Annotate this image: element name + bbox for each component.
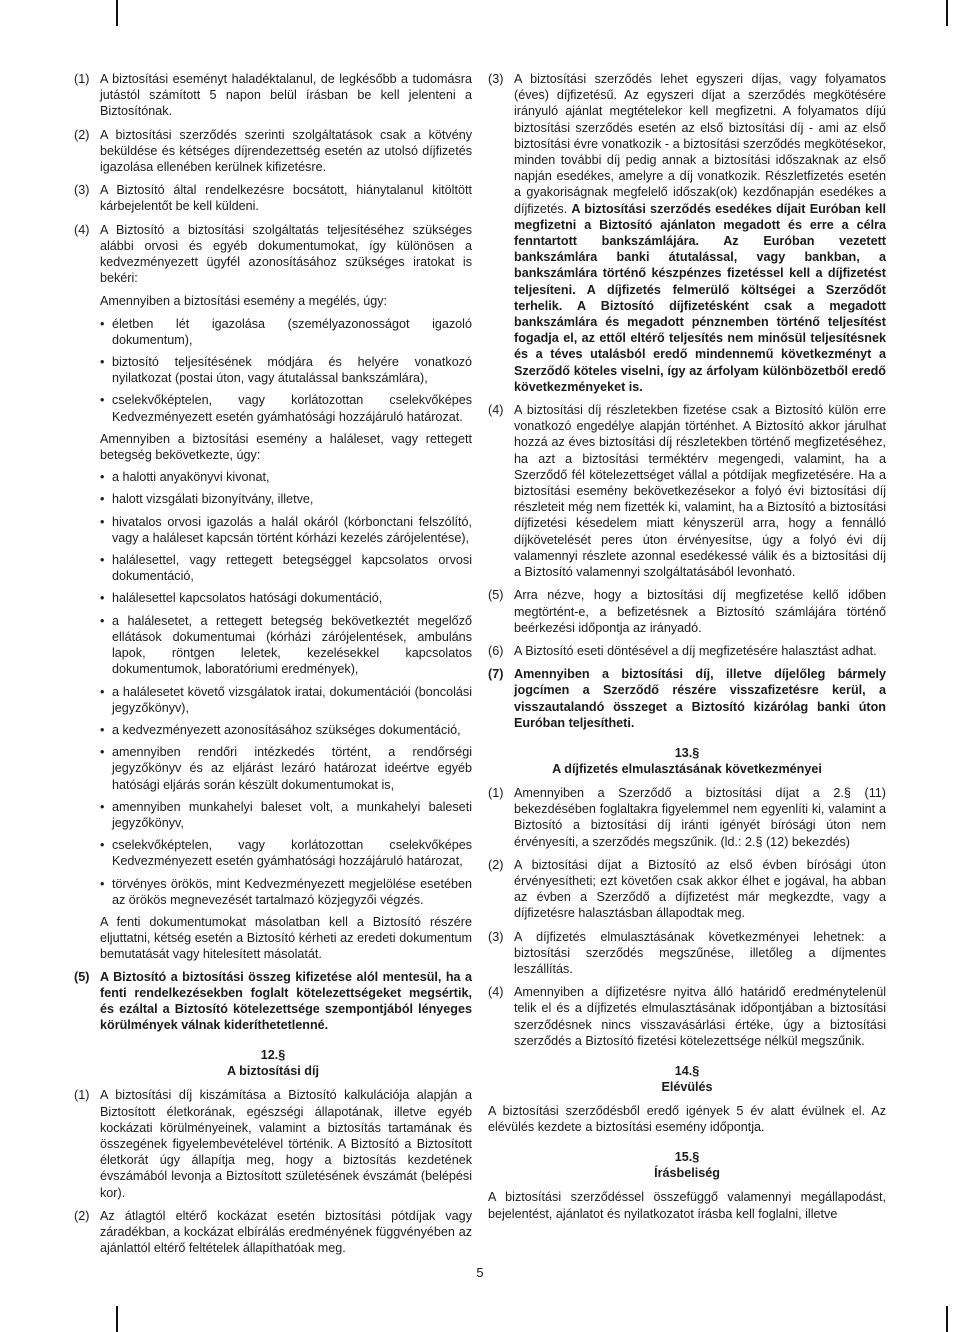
crop-mark-top-left <box>116 0 118 26</box>
right-paragraph-3 <box>488 71 886 395</box>
crop-mark-top-right <box>946 0 948 26</box>
crop-mark-bottom-left <box>116 1306 118 1332</box>
death-document-list <box>100 469 472 908</box>
left-paragraph-3 <box>74 182 472 214</box>
left-paragraph-2 <box>74 127 472 176</box>
section-title: A biztosítási díj <box>227 1064 319 1079</box>
paragraph-number: (6) <box>488 643 504 658</box>
paragraph-text: A biztosítási díjat a Biztosító az első évben bírósági úton érvényesítheti; ezt követően csak akkor élhet e jogával, ha abban az évben a Szerződő a díjfizetést már megkezdte, vagy a díjfizetésre halasztásban állapodtak meg. <box>514 857 886 921</box>
paragraph-number: (2) <box>74 1208 90 1223</box>
paragraph-number: (5) <box>74 969 90 984</box>
paragraph-text: A Biztosító által rendelkezésre bocsátott, hiánytalanul kitöltött kárbejelentőt be kell küldeni. <box>100 183 472 214</box>
section-title: Elévülés <box>661 1079 713 1094</box>
left-paragraph-5 <box>74 969 472 1034</box>
section-title: A díjfizetés elmulasztásának következményei <box>552 761 822 776</box>
list-item: • a kedvezményezett azonosításához szükséges dokumentáció, <box>100 722 472 738</box>
section-number: 12.§ <box>260 1048 286 1063</box>
list-item: • halálesettel kapcsolatos hatósági dokumentáció, <box>100 590 472 606</box>
section-number: 14.§ <box>674 1063 700 1078</box>
paragraph-text: Arra nézve, hogy a biztosítási díj megfizetése kellő időben megtörtént-e, a befizetésnek a Biztosító számlájára történő beérkezési időpontja az irányadó. <box>514 588 886 635</box>
s13-paragraph-4 <box>488 984 886 1049</box>
paragraph-text: A Biztosító a biztosítási összeg kifizetése alól mentesül, ha a fenti rendelkezésekben foglalt kötelezettségeket megsértik, és ezáltal a Biztosító kötelezettsége szempontjából lényeges körülmények válnak kideríthetetlenné. <box>100 969 472 1033</box>
list-item: • a halálesetet, a rettegett betegség bekövetkeztét megelőző ellátások dokumentumai (kórházi zárójelentések, ambuláns lapok, röntgen leletek, kezelésekkel kapcsolatos dokumentumok, laboratóriumi eredmények), <box>100 613 472 678</box>
section-14-heading <box>488 1063 886 1095</box>
list-item: • törvényes örökös, mint Kedvezményezett megjelölése esetében az örökös megnevezését tartalmazó közjegyzői végzés. <box>100 876 472 908</box>
list-item: • biztosító teljesítésének módjára és helyére vonatkozó nyilatkozat (postai úton, vagy átutalással bankszámlára), <box>100 354 472 386</box>
left-column <box>74 71 472 1263</box>
copies-note: A fenti dokumentumokat másolatban kell a Biztosító részére eljuttatni, kétség esetén a Biztosító kérheti az eredeti dokumentum bemutatását vagy hitelesített másolatát. <box>100 914 472 962</box>
paragraph-text: Amennyiben a díjfizetésre nyitva álló határidő eredménytelenül telik el és a díjfizetés elmulasztásának időpontjában a biztosítási szerződésnek nincs visszavásárlási értéke, úgy a biztosítási szerződés a Biztosító fizetési kötelezettsége nélkül megszűnik. <box>514 985 886 1048</box>
s13-paragraph-1 <box>488 785 886 850</box>
section-number: 15.§ <box>674 1150 700 1165</box>
list-item: • életben lét igazolása (személyazonosságot igazoló dokumentum), <box>100 316 472 348</box>
section-13-heading <box>488 745 886 777</box>
paragraph-text: A biztosítási szerződés lehet egyszeri díjas, vagy folyamatos (éves) díjfizetésű. Az egyszeri díjat a szerződés megkötésére irányuló ajánlat megtételekor kell megfizetni. A folyamatos díjú biztosítási szerződés esetén az első biztosítási díj - ami az első biztosítási évre vonatkozik - a biztosítási szerződés megkötésekor, minden további díj pedig annak a biztosítási időszaknak az első napján esedékes, amelyre a díj vonatkozik. Részletfizetés esetén a gyakoriságnak megfelelő időszak(ok) kezdőnapján esedékes a díjfizetés. <box>514 72 886 216</box>
paragraph-text: A Biztosító a biztosítási szolgáltatás teljesítéséhez szükséges alábbi orvosi és egyéb dokumentumokat, így különösen a kedvezményezett ügyfél azonosításához szükséges iratokat is bekéri: <box>100 222 472 286</box>
right-paragraph-4 <box>488 402 886 580</box>
paragraph-text: A biztosítási eseményt haladéktalanul, de legkésőbb a tudomásra jutástól számított 5 napon belül írásban be kell jelenteni a Biztosítónak. <box>100 72 472 119</box>
list-item: • halott vizsgálati bizonyítvány, illetve, <box>100 491 472 507</box>
s15-text: A biztosítási szerződéssel összefüggő valamennyi megállapodást, bejelentést, ajánlatot és nyilatkozatot írásba kell foglalni, illetve <box>488 1190 886 1221</box>
paragraph-text: A biztosítási díj részletekben fizetése csak a Biztosító külön erre vonatkozó engedélye alapján történhet. A Biztosító akkor járulhat hozzá az éves biztosítási díj részletekben történő megfizetéséhez, ha azt a biztosítási terméktérv megengedi, valamint, ha a Szerződő fél kötelezettséget vállal a pótdíjak megfizetésére. Ha a biztosítási esemény bekövetkezésekor a folyó évi biztosítási díj részleteit még nem fizették ki, valamint, ha a Biztosító a biztosítási díjfizetési késedelem miatt kényszerül arra, hogy a fennálló díjkövetelését peres úton érvényesítse, úgy a folyó évi díj valamennyi részlete azonnal esedékessé válik és a biztosítási díj a Biztosító valamennyi szolgáltatásából levonható. <box>514 403 886 580</box>
section-number: 13.§ <box>674 745 700 760</box>
paragraph-text: A biztosítási szerződés szerinti szolgáltatások csak a kötvény beküldése és kétséges díjrendezettség esetén az utolsó díjfizetés igazolása ellenében kerülnek kifizetésre. <box>100 127 472 175</box>
s14-text: A biztosítási szerződésből eredő igények 5 év alatt évülnek el. Az elévülés kezdete a biztosítási esemény időpontja. <box>488 1103 886 1135</box>
section-12-heading <box>74 1047 472 1079</box>
paragraph-text: Az átlagtól eltérő kockázat esetén biztosítási pótdíjak vagy záradékban, a kockázat elbírálás eredményének függvényében az ajánlattól eltérő feltételek állapíthatóak meg. <box>100 1208 472 1256</box>
page-number: 5 <box>476 1265 484 1280</box>
left-paragraph-1 <box>74 71 472 120</box>
s12-paragraph-1 <box>74 1087 472 1200</box>
paragraph-number: (2) <box>74 127 90 142</box>
paragraph-number: (2) <box>488 857 504 872</box>
list-item: • amennyiben rendőri intézkedés történt, a rendőrségi jegyzőkönyv és az eljárást lezáró határozat ideértve egyéb hatósági eljárás során készült dokumentumokat is, <box>100 744 472 793</box>
death-intro: Amennyiben a biztosítási esemény a haláleset, vagy rettegett betegség bekövetkezte, úgy: <box>100 431 472 463</box>
s13-paragraph-2 <box>488 857 886 922</box>
paragraph-text: Amennyiben a Szerződő a biztosítási díjat a 2.§ (11) bekezdésében foglaltakra figyelemmel nem egyenlíti ki, valamint a Biztosító a biztosítási díj iránti igényét bírósági úton nem érvényesíti, a szerződés megszűnik. (ld.: 2.§ (12) bekezdés) <box>514 785 886 849</box>
paragraph-number: (5) <box>488 588 504 603</box>
section-title: Írásbeliség <box>654 1166 720 1181</box>
right-column <box>488 71 886 1228</box>
paragraph-number: (7) <box>488 667 504 682</box>
paragraph-number: (1) <box>488 785 504 800</box>
paragraph-text: Amennyiben a biztosítási díj, illetve díjelőleg bármely jogcímen a Szerződő részére visszafizetésre kerül, a visszautalandó összeget a Biztosító kizárólag banki úton Euróban teljesítheti. <box>514 667 886 730</box>
paragraph-number: (4) <box>74 222 90 237</box>
paragraph-number: (3) <box>74 183 90 198</box>
s12-paragraph-2 <box>74 1208 472 1257</box>
right-paragraph-6 <box>488 643 886 659</box>
paragraph-number: (3) <box>488 72 504 86</box>
list-item: • a halotti anyakönyvi kivonat, <box>100 469 472 485</box>
right-paragraph-5 <box>488 587 886 636</box>
survival-document-list <box>100 316 472 425</box>
paragraph-text: A Biztosító eseti döntésével a díj megfizetésére halasztást adhat. <box>514 643 877 658</box>
paragraph-text: A díjfizetés elmulasztásának következményei lehetnek: a biztosítási szerződés megszűnése, illetőleg a díjmentes leszállítás. <box>514 929 886 976</box>
left-paragraph-4 <box>74 222 472 287</box>
list-item: • cselekvőképtelen, vagy korlátozottan cselekvőképes Kedvezményezett esetén gyámhatósági hozzájáruló határozat. <box>100 392 472 424</box>
paragraph-number: (1) <box>74 72 90 86</box>
list-item: • cselekvőképtelen, vagy korlátozottan cselekvőképes Kedvezményezett esetén gyámhatósági hozzájáruló határozat, <box>100 837 472 869</box>
paragraph-bold-text: A biztosítási szerződés esedékes díjait Euróban kell megfizetni a Biztosító ajánlaton megadott és erre a célra fenntartott bankszámlájára. Az Euróban vezetett bankszámlára banki átutalással, vagy bankban, a bankszámlára történő készpénzes fizetéssel kell a díjfizetést teljesíteni. A díjfizetés felmerülő költségei a Szerződőt terhelik. A Biztosító díjfizetésként csak a megadott bankszámlára és megadott pénznemben történő teljesítést fogadja el, az ettől eltérő teljesítés nem minősül teljesítésnek és a téves utalásból eredő mindennemű következményt a Szerződő köteles viselni, így az árfolyam különbözetből eredő következményeket is. <box>514 201 886 394</box>
paragraph-text: A biztosítási díj kiszámítása a Biztosító kalkulációja alapján a Biztosított életkorának, egészségi állapotának, illetve egyéb kockázati körülményeinek, valamint a biztosítás tartamának és összegének figyelembevételével történik. A Biztosító a Biztosított életkorát úgy állapítja meg, hogy a biztosítás kezdetének évszámából levonja a Biztosított születésének évszámát (belépési kor). <box>100 1088 472 1200</box>
list-item: • halálesettel, vagy rettegett betegséggel kapcsolatos orvosi dokumentáció, <box>100 552 472 584</box>
crop-mark-bottom-right <box>946 1306 948 1332</box>
survival-intro: Amennyiben a biztosítási esemény a megélés, úgy: <box>100 294 388 309</box>
paragraph-number: (4) <box>488 985 504 1000</box>
s13-paragraph-3 <box>488 929 886 978</box>
paragraph-number: (4) <box>488 403 504 418</box>
section-15-heading <box>488 1149 886 1181</box>
paragraph-number: (1) <box>74 1088 90 1103</box>
list-item: • amennyiben munkahelyi baleset volt, a munkahelyi baleseti jegyzőkönyv, <box>100 799 472 831</box>
right-paragraph-7 <box>488 666 886 731</box>
paragraph-number: (3) <box>488 929 504 944</box>
list-item: • hivatalos orvosi igazolás a halál okáról (kórbonctani felszólító, vagy a haláleset kapcsán történt kórházi kezelés zárójelentése), <box>100 514 472 546</box>
list-item: • a halálesetet követő vizsgálatok iratai, dokumentációi (boncolási jegyzőkönyv), <box>100 684 472 716</box>
